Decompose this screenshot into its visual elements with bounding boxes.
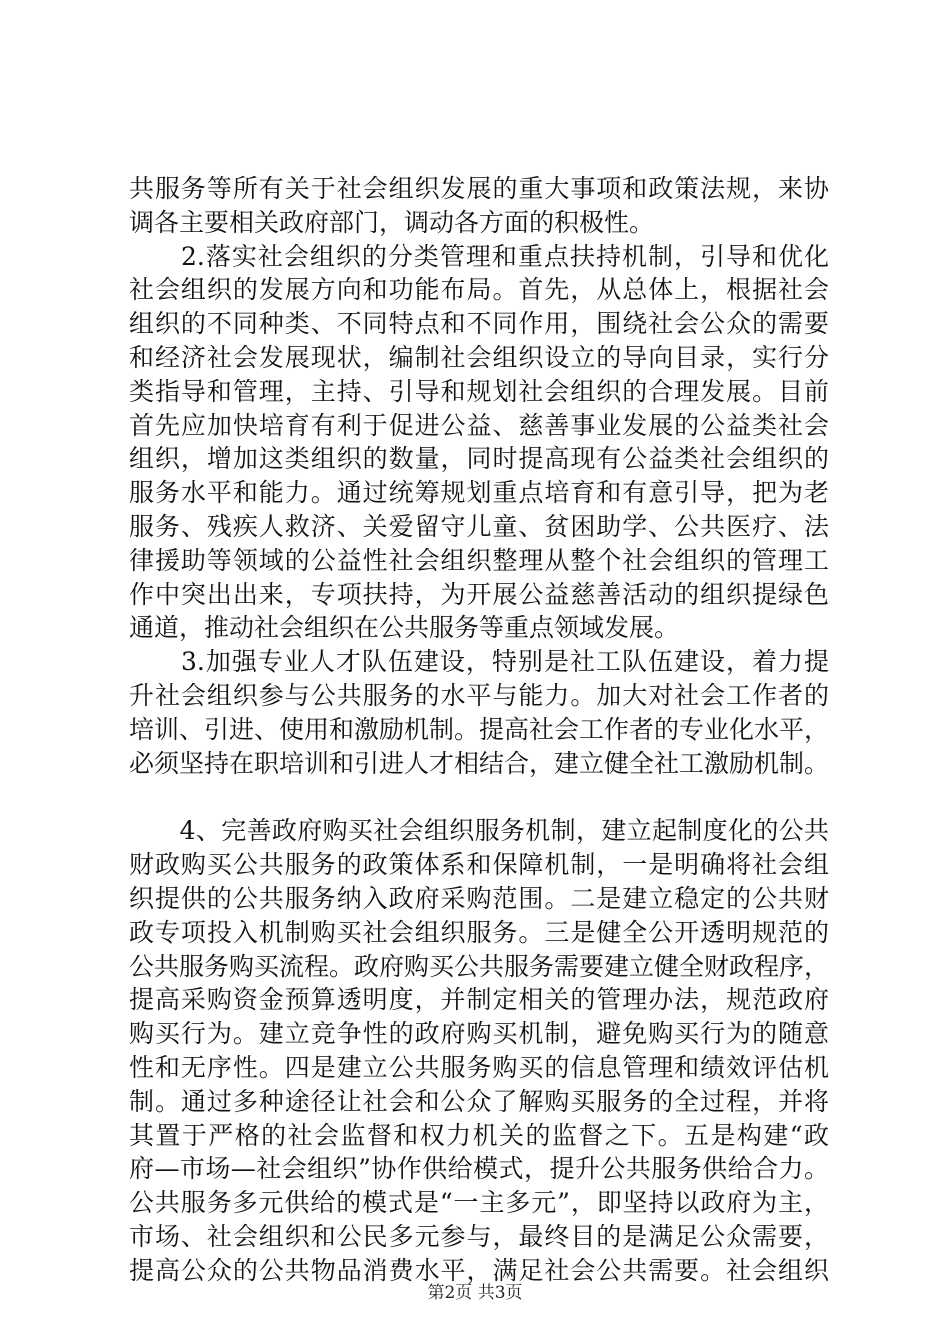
- text-line: 类指导和管理，主持、引导和规划社会组织的合理发展。目前: [129, 376, 829, 406]
- text-line: 社会组织的发展方向和功能布局。首先，从总体上，根据社会: [129, 275, 829, 305]
- text-line: 通道，推动社会组织在公共服务等重点领域发展。: [129, 613, 680, 643]
- text-line: 织提供的公共服务纳入政府采购范围。二是建立稳定的公共财: [129, 883, 829, 913]
- text-line: 4、完善政府购买社会组织服务机制，建立起制度化的公共: [129, 816, 829, 846]
- text-line: 提高采购资金预算透明度，并制定相关的管理办法，规范政府: [129, 985, 829, 1015]
- text-line: 升社会组织参与公共服务的水平与能力。加大对社会工作者的: [129, 680, 829, 710]
- text-line: 服务水平和能力。通过统筹规划重点培育和有意引导，把为老: [129, 478, 829, 508]
- text-line: 必须坚持在职培训和引进人才相结合，建立健全社工激励机制。: [129, 748, 830, 778]
- paragraph-2: [129, 240, 829, 646]
- text-line: 和经济社会发展现状，编制社会组织设立的导向目录，实行分: [129, 342, 829, 372]
- text-line: 其置于严格的社会监督和权力机关的监督之下。五是构建“政: [129, 1120, 829, 1150]
- text-line: 市场、社会组织和公民多元参与，最终目的是满足公众需要，: [129, 1221, 829, 1251]
- text-line: 购买行为。建立竞争性的政府购买机制，避免购买行为的随意: [129, 1019, 829, 1049]
- text-line: 公共服务购买流程。政府购买公共服务需要建立健全财政程序，: [129, 951, 830, 981]
- text-line: 提高公众的公共物品消费水平，满足社会公共需要。社会组织: [129, 1255, 829, 1285]
- text-line: 性和无序性。四是建立公共服务购买的信息管理和绩效评估机: [129, 1052, 829, 1082]
- page-number-footer: 第2页 共3页: [427, 1283, 523, 1303]
- text-line: 政专项投入机制购买社会组织服务。三是健全公开透明规范的: [129, 917, 829, 947]
- text-line: 公共服务多元供给的模式是“一主多元”，即坚持以政府为主，: [129, 1188, 829, 1218]
- text-line: 财政购买公共服务的政策体系和保障机制，一是明确将社会组: [129, 850, 829, 880]
- text-line: 服务、残疾人救济、关爱留守儿童、贫困助学、公共医疗、法: [129, 511, 829, 541]
- text-line: 作中突出出来，专项扶持，为开展公益慈善活动的组织提绿色: [129, 579, 829, 609]
- text-line: 3.加强专业人才队伍建设，特别是社工队伍建设，着力提: [129, 647, 829, 677]
- text-line: 培训、引进、使用和激励机制。提高社会工作者的专业化水平，: [129, 714, 830, 744]
- text-line: 组织，增加这类组织的数量，同时提高现有公益类社会组织的: [129, 444, 829, 474]
- text-line: 府—市场—社会组织”协作供给模式，提升公共服务供给合力。: [129, 1154, 829, 1184]
- text-line: 调各主要相关政府部门，调动各方面的积极性。: [129, 207, 655, 237]
- paragraph-spacer: [129, 780, 829, 814]
- text-line: 2.落实社会组织的分类管理和重点扶持机制，引导和优化: [129, 241, 829, 271]
- text-line: 组织的不同种类、不同特点和不同作用，围绕社会公众的需要: [129, 309, 829, 339]
- text-line: 制。通过多种途径让社会和公众了解购买服务的全过程，并将: [129, 1086, 829, 1116]
- paragraph-3: [129, 645, 829, 780]
- text-line: 共服务等所有关于社会组织发展的重大事项和政策法规，来协: [129, 174, 829, 203]
- text-line: 律援助等领域的公益性社会组织整理从整个社会组织的管理工: [129, 545, 829, 575]
- paragraph-4: [129, 814, 829, 1287]
- text-line: 首先应加快培育有利于促进公益、慈善事业发展的公益类社会: [129, 410, 829, 440]
- document-body: [129, 172, 829, 1288]
- paragraph-1: [129, 172, 829, 240]
